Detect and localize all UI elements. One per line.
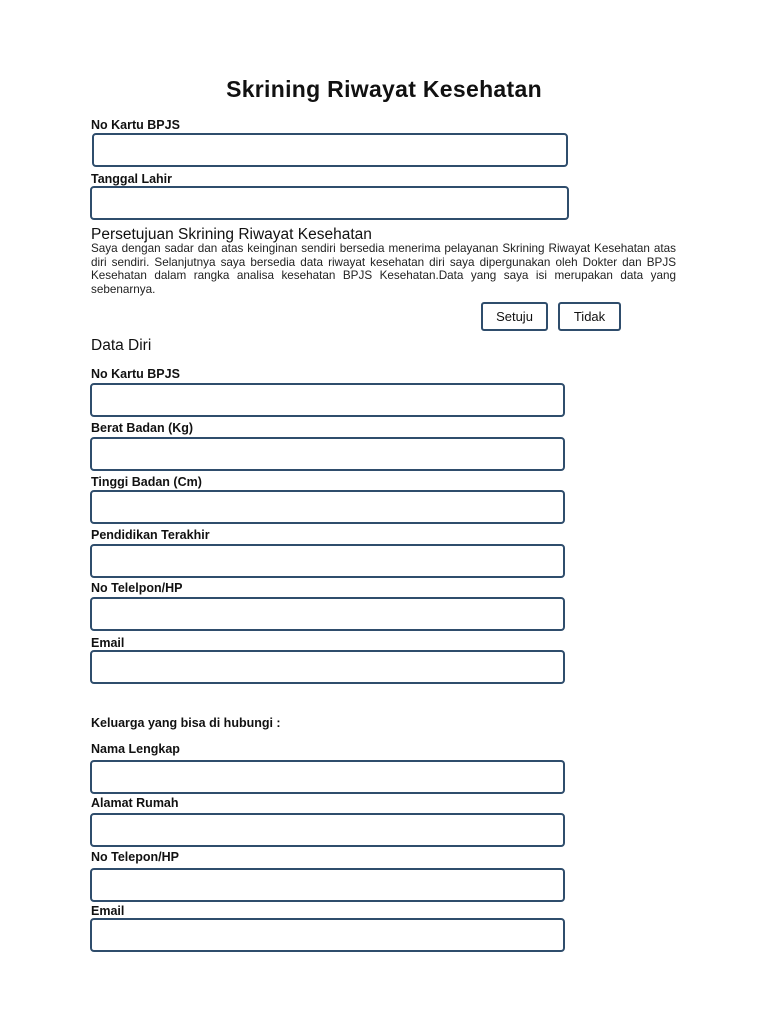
family-phone-label: No Telepon/HP [91,850,179,864]
education-label: Pendidikan Terakhir [91,528,210,542]
family-address-label: Alamat Rumah [91,796,179,810]
email-input[interactable] [90,650,565,684]
personal-data-heading: Data Diri [91,337,152,354]
birth-date-input[interactable] [90,186,569,220]
height-label: Tinggi Badan (Cm) [91,475,202,489]
personal-bpjs-input[interactable] [90,383,565,417]
weight-input[interactable] [90,437,565,471]
birth-date-label: Tanggal Lahir [91,172,173,186]
page-title: Skrining Riwayat Kesehatan [226,76,542,102]
family-contact-heading: Keluarga yang bisa di hubungi : [91,716,281,730]
bpjs-card-input[interactable] [92,133,568,167]
decline-button[interactable]: Tidak [558,302,621,331]
family-email-label: Email [91,904,125,918]
personal-bpjs-label: No Kartu BPJS [91,367,180,381]
family-phone-input[interactable] [90,868,565,902]
weight-label: Berat Badan (Kg) [91,421,194,435]
phone-label: No Telelpon/HP [91,581,183,595]
consent-heading: Persetujuan Skrining Riwayat Kesehatan [91,226,372,243]
agree-button[interactable]: Setuju [481,302,548,331]
email-label: Email [91,636,125,650]
bpjs-card-label: No Kartu BPJS [91,118,180,132]
family-name-input[interactable] [90,760,565,794]
family-address-input[interactable] [90,813,565,847]
height-input[interactable] [90,490,565,524]
family-name-label: Nama Lengkap [91,742,180,756]
consent-text: Saya dengan sadar dan atas keinginan sendiri bersedia menerima pelayanan Skrining Riwayat Kesehatan atas diri sendiri. Selanjutnya saya bersedia data riwayat kesehatan diri saya dipergunakan oleh Dokter dan BPJS Kesehatan dalam rangka analisa kesehatan BPJS Kesehatan.Data yang saya isi merupakan data yang sebenarnya. [91,242,676,297]
phone-input[interactable] [90,597,565,631]
family-email-input[interactable] [90,918,565,952]
education-input[interactable] [90,544,565,578]
